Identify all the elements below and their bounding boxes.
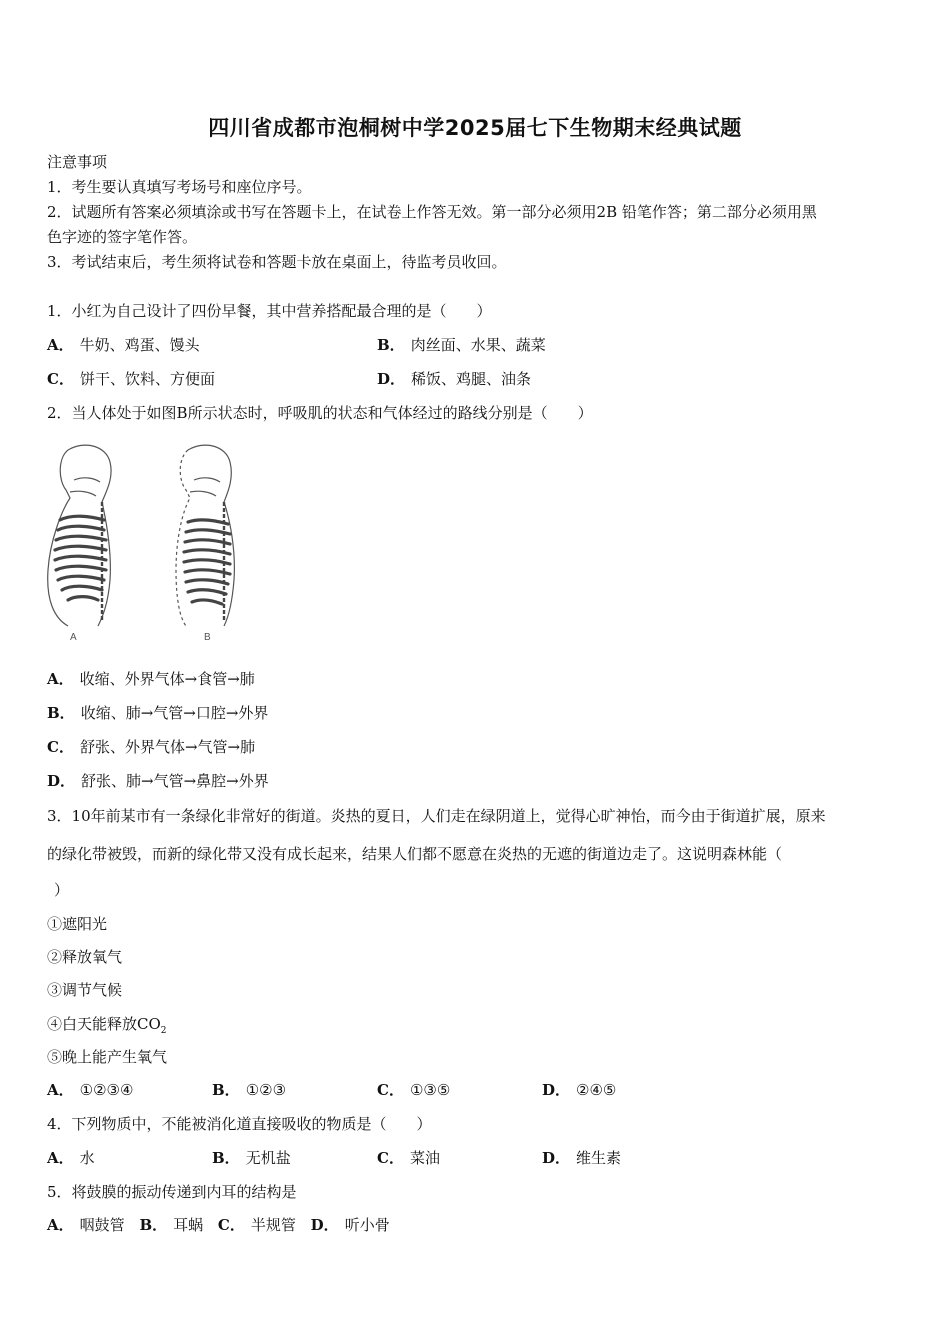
q4-option-c xyxy=(377,1148,440,1168)
q4-option-d xyxy=(542,1148,621,1168)
q1-option-d xyxy=(377,369,531,389)
q2-option-b xyxy=(47,703,268,723)
q3-statement: ②释放氧气 xyxy=(47,948,123,966)
question-4-stem: 4．下列物质中，不能被消化道直接吸收的物质是（ ） xyxy=(47,1115,432,1133)
figure-label-a: A xyxy=(70,632,77,643)
option-text: 半规管 xyxy=(250,1216,296,1234)
notice-item: 色字迹的签字笔作答。 xyxy=(47,228,198,246)
option-text: 咽鼓管 xyxy=(79,1216,125,1234)
notice-item: 2．试题所有答案必须填涂或书写在答题卡上，在试卷上作答无效。第一部分必须用2B 铅笔作答；第二部分必须用黑 xyxy=(47,203,817,221)
page-title: 四川省成都市泡桐树中学2025届七下生物期末经典试题 xyxy=(208,116,742,140)
figure-label-b: B xyxy=(204,632,211,643)
question-3-stem: 的绿化带被毁，而新的绿化带又没有成长起来，结果人们都不愿意在炎热的无遮的街道边走了。这说明森林能（ xyxy=(47,845,783,863)
q1-option-c xyxy=(47,369,215,389)
notice-item: 1．考生要认真填写考场号和座位序号。 xyxy=(47,178,312,196)
option-key: B． xyxy=(47,704,75,722)
option-key: A． xyxy=(47,1149,74,1167)
option-key: A． xyxy=(47,336,74,354)
option-key: C． xyxy=(217,1216,245,1234)
option-text: 菜油 xyxy=(409,1149,440,1167)
question-5-stem: 5．将鼓膜的振动传递到内耳的结构是 xyxy=(47,1183,297,1201)
option-key: C． xyxy=(377,1081,404,1099)
option-text: 收缩、肺→气管→口腔→外界 xyxy=(80,704,269,722)
q3-statement: ③调节气候 xyxy=(47,981,123,999)
q1-option-b xyxy=(377,335,546,355)
option-text: 听小骨 xyxy=(344,1216,390,1234)
q3-statement xyxy=(47,1014,167,1041)
option-key: D． xyxy=(542,1081,571,1099)
option-key: B． xyxy=(212,1149,240,1167)
q2-option-c xyxy=(47,737,255,757)
q2-option-d xyxy=(47,771,269,791)
option-key: B． xyxy=(139,1216,168,1234)
option-text: 水 xyxy=(79,1149,95,1167)
option-text: ①②③ xyxy=(245,1081,287,1099)
option-text: ①②③④ xyxy=(79,1081,134,1099)
option-key: D． xyxy=(377,370,406,388)
option-text: 稀饭、鸡腿、油条 xyxy=(411,370,532,388)
option-text: 耳蜗 xyxy=(173,1216,204,1234)
question-3-stem: ） xyxy=(54,881,70,899)
q3-option-b xyxy=(212,1080,286,1100)
option-text: 无机盐 xyxy=(245,1149,291,1167)
option-text: 牛奶、鸡蛋、馒头 xyxy=(79,336,200,354)
option-key: D． xyxy=(47,772,76,790)
q3-option-c xyxy=(377,1080,450,1100)
option-text: ①③⑤ xyxy=(409,1081,451,1099)
q5-options xyxy=(47,1215,390,1235)
q1-option-a xyxy=(47,335,200,355)
q3-statement: ⑤晚上能产生氧气 xyxy=(47,1048,168,1066)
option-key: C． xyxy=(377,1149,404,1167)
option-text: ②④⑤ xyxy=(576,1081,617,1099)
option-text: 舒张、外界气体→气管→肺 xyxy=(79,738,256,756)
option-key: A． xyxy=(47,1081,74,1099)
option-key: D． xyxy=(310,1216,339,1234)
notice-item: 3．考试结束后，考生须将试卷和答题卡放在桌面上，待监考员收回。 xyxy=(47,253,507,271)
option-text: 舒张、肺→气管→鼻腔→外界 xyxy=(81,772,269,790)
q3-statement-text: ④白天能释放CO xyxy=(47,1015,161,1033)
option-key: A． xyxy=(47,670,74,688)
option-key: D． xyxy=(542,1149,571,1167)
option-key: B． xyxy=(377,336,405,354)
option-key: A． xyxy=(47,1216,74,1234)
option-text: 维生素 xyxy=(576,1149,622,1167)
breathing-diagram xyxy=(40,440,250,650)
option-key: B． xyxy=(212,1081,240,1099)
q3-statement: ①遮阳光 xyxy=(47,915,108,933)
question-3-stem: 3．10年前某市有一条绿化非常好的街道。炎热的夏日，人们走在绿阴道上，觉得心旷神怡，而今由于街道扩展，原来 xyxy=(47,807,826,825)
notice-heading: 注意事项 xyxy=(47,153,108,171)
q4-option-b xyxy=(212,1148,291,1168)
q2-option-a xyxy=(47,669,255,689)
option-key: C． xyxy=(47,370,74,388)
option-key: C． xyxy=(47,738,74,756)
co2-subscript: 2 xyxy=(160,1026,167,1036)
option-text: 收缩、外界气体→食管→肺 xyxy=(79,670,255,688)
q4-option-a xyxy=(47,1148,95,1168)
option-text: 肉丝面、水果、蔬菜 xyxy=(410,336,546,354)
q3-option-d xyxy=(542,1080,616,1100)
option-text: 饼干、饮料、方便面 xyxy=(79,370,215,388)
question-1-stem: 1．小红为自己设计了四份早餐，其中营养搭配最合理的是（ ） xyxy=(47,302,492,320)
q3-option-a xyxy=(47,1080,133,1100)
question-2-stem: 2．当人体处于如图B所示状态时，呼吸肌的状态和气体经过的路线分别是（ ） xyxy=(47,404,593,422)
